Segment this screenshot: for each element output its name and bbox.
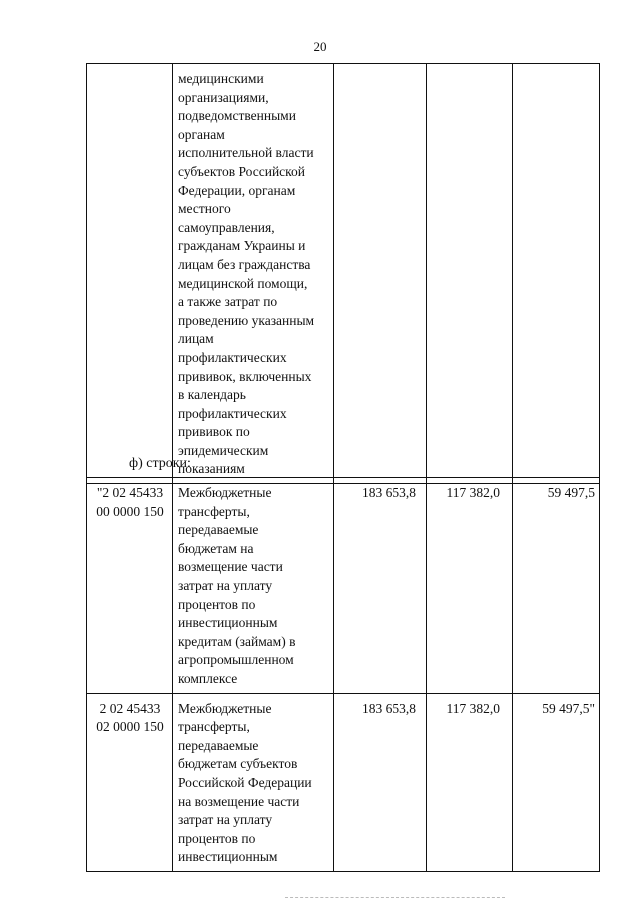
description-line: эпидемическим xyxy=(178,442,269,458)
description-line: исполнительной власти xyxy=(178,145,314,161)
description-line: инвестиционным xyxy=(178,849,278,865)
table-row xyxy=(87,64,600,484)
budget-table-continued xyxy=(86,63,600,484)
description-cell xyxy=(173,64,334,484)
description-line: медицинскими xyxy=(178,71,264,86)
description-line: процентов по xyxy=(178,830,256,846)
page-number: 20 xyxy=(313,39,327,54)
description-line: самоуправления, xyxy=(178,219,275,235)
description-line: процентов по xyxy=(178,596,256,612)
description-line: проведению указанным xyxy=(178,312,315,328)
value-cell-2 xyxy=(427,64,513,484)
description-line: а также затрат по xyxy=(178,294,278,310)
description-line: профилактических xyxy=(178,405,287,421)
description-line: агропромышленном xyxy=(178,652,294,668)
budget-code-line: 02 0000 150 xyxy=(96,719,164,735)
table-row xyxy=(87,478,600,694)
description-cell xyxy=(173,693,334,871)
code-cell xyxy=(87,64,173,484)
description-cell xyxy=(173,478,334,694)
description-line: кредитам (займам) в xyxy=(178,633,296,649)
section-label: ф) строки: xyxy=(129,456,191,471)
description-line: Межбюджетные xyxy=(178,485,272,500)
description-line: Межбюджетные xyxy=(178,700,272,716)
description-line: бюджетам на xyxy=(178,540,254,556)
description-line: комплексе xyxy=(178,670,238,686)
table-row xyxy=(87,693,600,871)
value-cell-2: 117 382,0 xyxy=(427,693,513,871)
description-line: местного xyxy=(178,201,231,217)
value-cell-3: 59 497,5 xyxy=(513,478,600,694)
description-line: субъектов Российской xyxy=(178,163,306,179)
budget-code-line: "2 02 45433 xyxy=(96,485,164,500)
budget-code-cell xyxy=(87,478,173,694)
description-line: лицам без гражданства xyxy=(178,256,311,272)
description-line: возмещение части xyxy=(178,559,283,575)
description-line: передаваемые xyxy=(178,737,259,753)
budget-code-line: 2 02 45433 xyxy=(99,700,161,716)
value-cell-3: 59 497,5" xyxy=(513,693,600,871)
description-line: прививок, включенных xyxy=(178,368,312,384)
description-line: Федерации, органам xyxy=(178,182,296,198)
description-line: профилактических xyxy=(178,349,287,365)
value-cell-3 xyxy=(513,64,600,484)
description-line: органам xyxy=(178,126,225,142)
description-line: трансферты, xyxy=(178,719,250,735)
value-cell-1: 183 653,8 xyxy=(334,693,427,871)
budget-table-lines xyxy=(86,477,600,872)
value-cell-1 xyxy=(334,64,427,484)
description-line: лицам xyxy=(178,331,214,347)
description-line: на возмещение части xyxy=(178,793,300,809)
description-line: затрат на уплату xyxy=(178,812,273,828)
scan-artifact xyxy=(285,897,505,901)
description-line: Российской Федерации xyxy=(178,774,312,790)
description-line: затрат на уплату xyxy=(178,577,273,593)
description-line: подведомственными xyxy=(178,108,296,124)
description-line: гражданам Украины и xyxy=(178,238,306,254)
budget-code-line: 00 0000 150 xyxy=(96,503,164,519)
description-line: показаниям xyxy=(178,461,245,477)
description-line: передаваемые xyxy=(178,522,259,538)
description-line: трансферты, xyxy=(178,503,250,519)
budget-code-cell xyxy=(87,693,173,871)
description-line: прививок по xyxy=(178,424,250,440)
description-line: бюджетам субъектов xyxy=(178,756,298,772)
description-line: инвестиционным xyxy=(178,615,278,631)
value-cell-1: 183 653,8 xyxy=(334,478,427,694)
description-line: организациями, xyxy=(178,89,269,105)
value-cell-2: 117 382,0 xyxy=(427,478,513,694)
description-line: медицинской помощи, xyxy=(178,275,308,291)
description-line: в календарь xyxy=(178,387,246,403)
